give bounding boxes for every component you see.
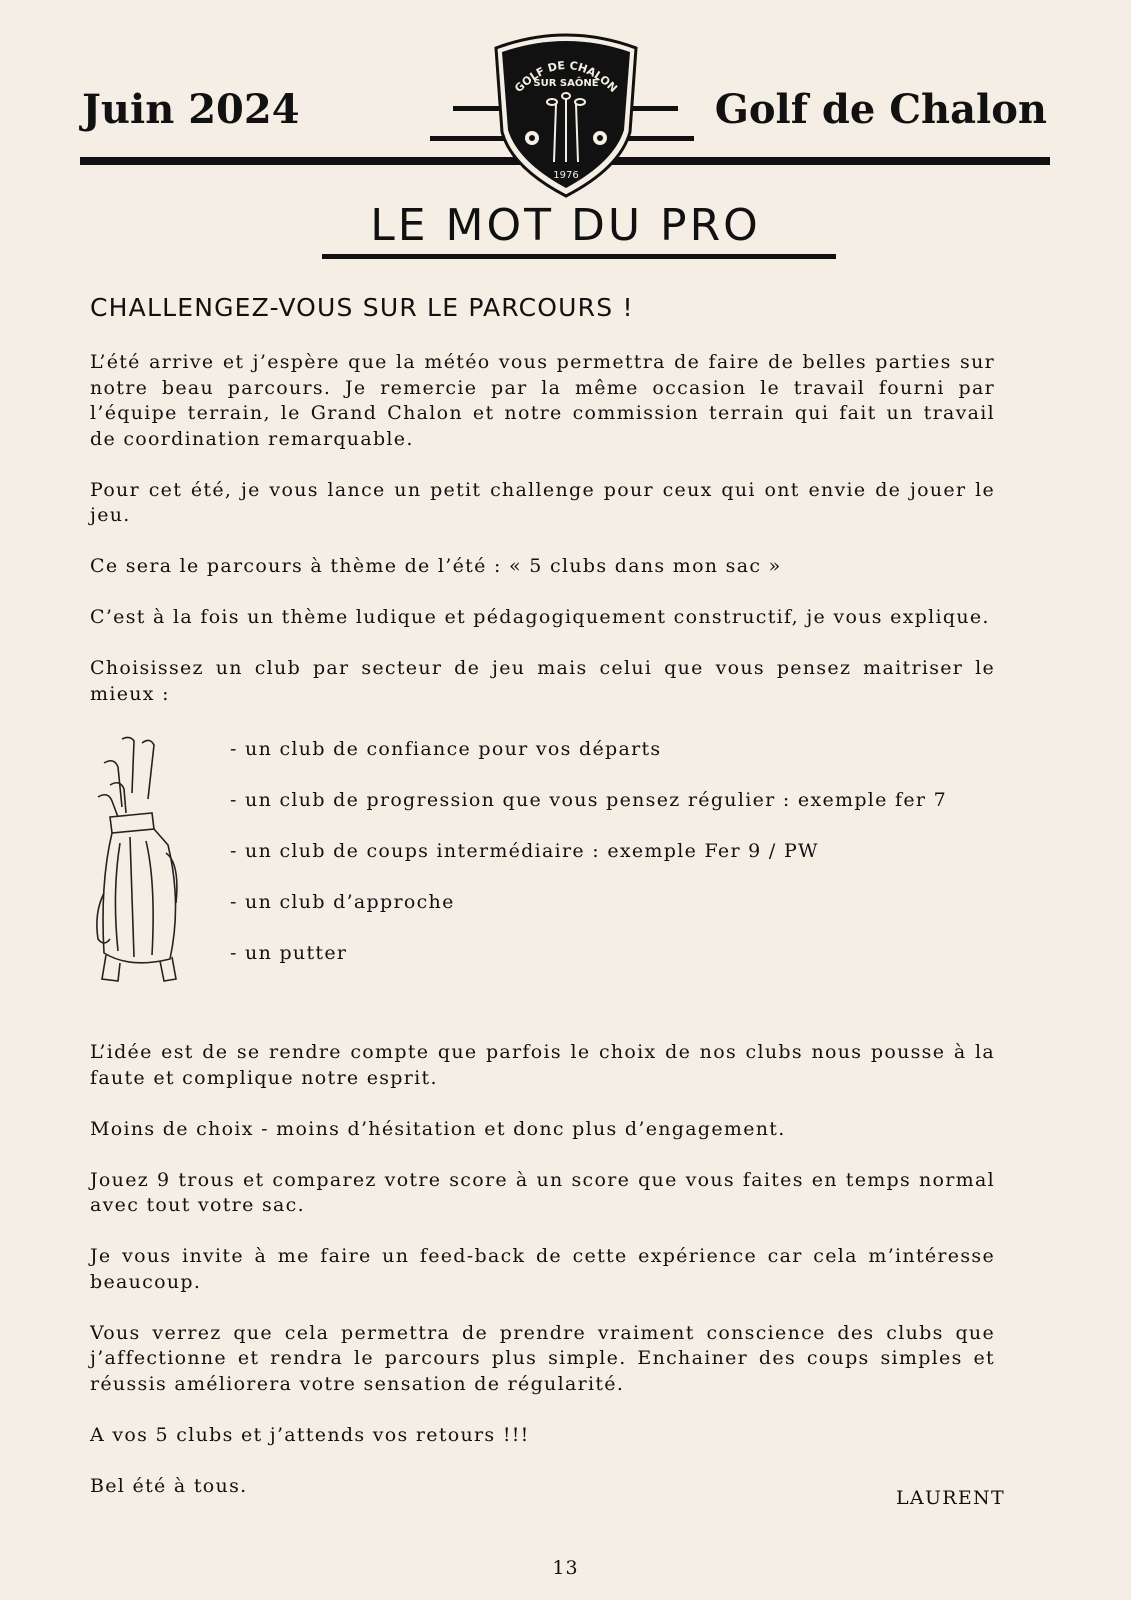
list-item: - un club de progression que vous pensez régulier : exemple fer 7 (230, 788, 948, 811)
crest-line2: SUR SAÔNE (533, 78, 599, 89)
club-list-section (90, 733, 995, 999)
paragraph: Choisissez un club par secteur de jeu mais celui que vous pensez maitriser le mieux : (90, 657, 995, 705)
golf-bag-icon (90, 733, 186, 985)
article-body (90, 350, 995, 999)
crest-year: 1976 (553, 170, 579, 181)
paragraph: Bel été à tous. (90, 1474, 248, 1497)
club-name-header: Golf de Chalon (714, 86, 1047, 133)
paragraph: Pour cet été, je vous lance un petit challenge pour ceux qui ont envie de jouer le jeu. (90, 478, 995, 526)
issue-date: Juin 2024 (82, 86, 300, 133)
author-signature: LAURENT (896, 1487, 1005, 1509)
paragraph: L’idée est de se rendre compte que parfois le choix de nos clubs nous pousse à la faute et complique notre esprit. (90, 1041, 995, 1089)
paragraph: Moins de choix - moins d’hésitation et donc plus d’engagement. (90, 1117, 786, 1140)
page-number: 13 (552, 1557, 579, 1579)
club-crest-logo (490, 28, 642, 200)
paragraph: Je vous invite à me faire un feed-back de cette expérience car cela m’intéresse beaucoup. (90, 1245, 995, 1293)
club-list (230, 737, 947, 992)
page-title: LE MOT DU PRO (370, 200, 761, 251)
paragraph: L’été arrive et j’espère que la météo vous permettra de faire de belles parties sur notre beau parcours. Je remercie par la même occasion le travail fourni par l’équipe terrain, le Grand Chalon et notre commission terrain qui fait un travail de coordination remarquable. (90, 351, 995, 450)
list-item: - un club de coups intermédiaire : exemple Fer 9 / PW (230, 839, 819, 862)
list-item: - un putter (230, 941, 348, 964)
paragraph: Jouez 9 trous et comparez votre score à un score que vous faites en temps normal avec tout votre sac. (90, 1168, 995, 1216)
title-underline (322, 254, 836, 259)
list-item: - un club de confiance pour vos départs (230, 737, 662, 760)
list-item: - un club d’approche (230, 890, 455, 913)
paragraph: A vos 5 clubs et j’attends vos retours !!! (90, 1423, 530, 1446)
paragraph: Vous verrez que cela permettra de prendre vraiment conscience des clubs que j’affectionne et rendra le parcours plus simple. Enchainer des coups simples et réussis améliorera votre sensation de régularité. (90, 1321, 995, 1395)
paragraph: Ce sera le parcours à thème de l’été : « 5 clubs dans mon sac » (90, 555, 782, 577)
article-body-continued (90, 1040, 995, 1525)
article-subtitle: CHALLENGEZ-VOUS SUR LE PARCOURS ! (90, 293, 634, 322)
crest-line1: GOLF DE CHALON (512, 58, 620, 96)
paragraph: C’est à la fois un thème ludique et pédagogiquement constructif, je vous explique. (90, 606, 990, 628)
